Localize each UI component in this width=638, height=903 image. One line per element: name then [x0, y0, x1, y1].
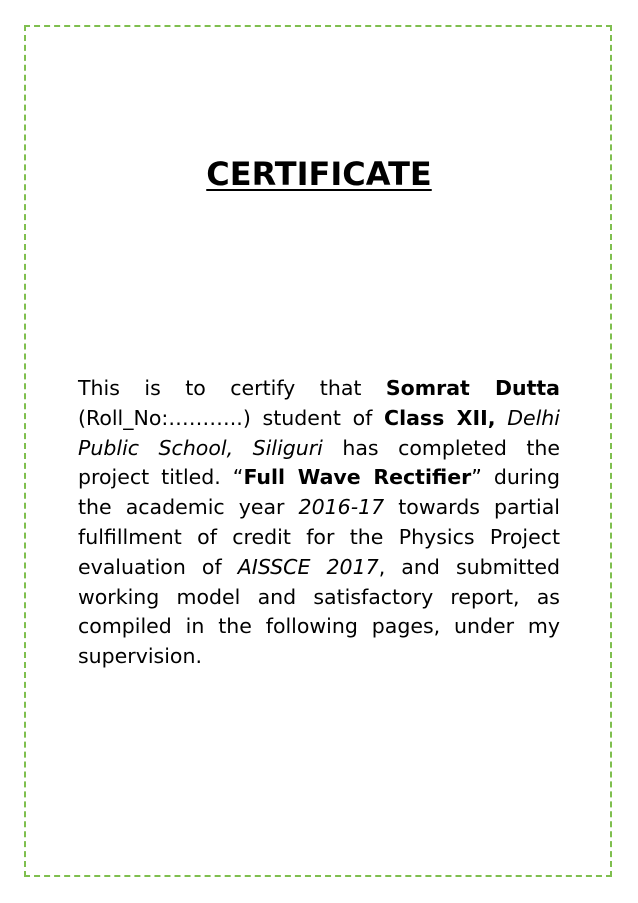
student-name: Somrat Dutta — [385, 376, 560, 400]
body-text-part-6: towards partial fulfillment of credit for the Physics Project evaluation of — [78, 495, 560, 579]
body-text-part-4: has completed the project titled. “ — [78, 435, 560, 490]
class-name: Class XII, — [384, 405, 496, 430]
body-text-part-3 — [496, 406, 508, 430]
body-text-part-5: ” during the academic year — [78, 465, 560, 520]
body-text-part-7: , and submitted working model and satisfactory report, as compiled in the following pages, under my supervision. — [78, 554, 561, 669]
certificate-title — [0, 152, 638, 196]
certificate-title-text: CERTIFICATE — [206, 155, 432, 193]
exam-name: AISSCE 2017 — [237, 554, 379, 579]
school-name: Delhi Public School, Siliguri — [78, 405, 560, 460]
body-text-part-1: This is to certify that — [78, 376, 386, 400]
certificate-body — [78, 374, 560, 672]
body-text-part-2: (Roll_No:………..) student of — [78, 405, 385, 430]
academic-year: 2016-17 — [298, 495, 385, 520]
project-title: Full Wave Rectifier — [243, 465, 472, 490]
